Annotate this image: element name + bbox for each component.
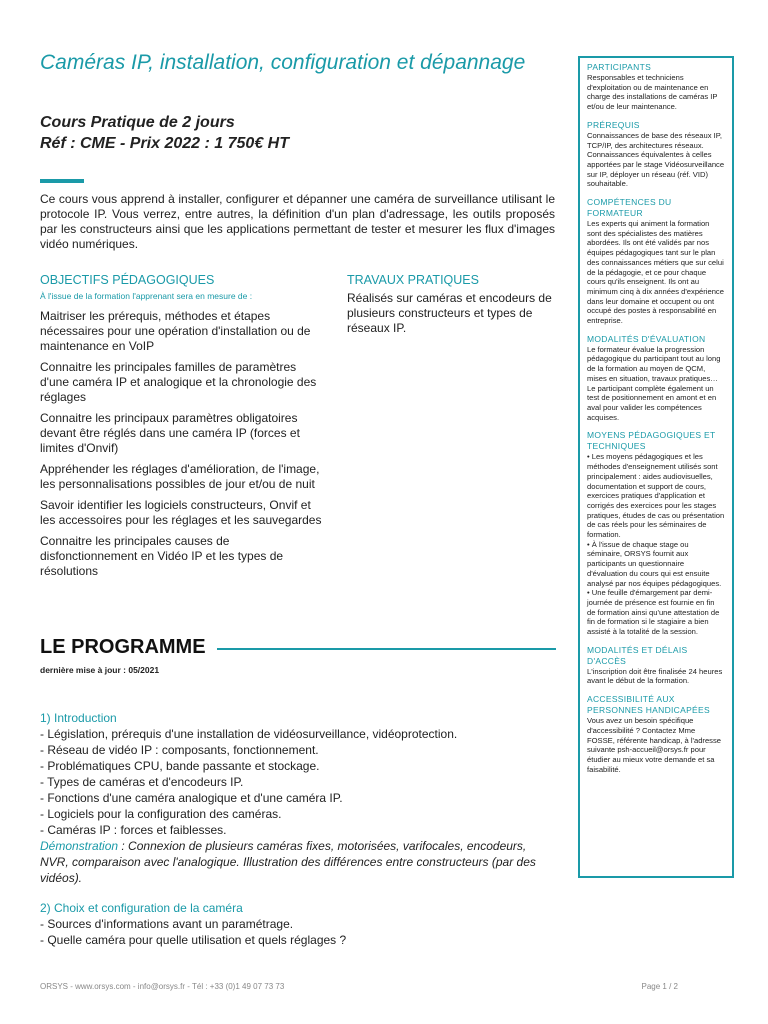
module-line: - Logiciels pour la configuration des caméras.: [40, 807, 282, 821]
objective-item: Maitriser les prérequis, méthodes et étapes nécessaires pour une opération d'installation ou de maintenance en VoIP: [40, 309, 311, 353]
objectives-subheading: À l'issue de la formation l'apprenant sera en mesure de :: [40, 291, 253, 301]
objectives-section: [40, 273, 325, 585]
programme-body: [40, 710, 555, 948]
objective-item: Appréhender les réglages d'amélioration, de l'image, les personnalisations possibles de jour et/ou de nuit: [40, 462, 320, 491]
sidebar-heading-means: MOYENS PÉDAGOGIQUES ET TECHNIQUES: [587, 430, 716, 452]
course-subtitle: [40, 112, 289, 154]
objective-item: Connaitre les principales familles de paramètres d'une caméra IP et analogique et la chronologie des réglages: [40, 360, 317, 404]
programme-divider: [217, 648, 556, 650]
objective-item: Connaitre les principales causes de disfonctionnement en Vidéo IP et les types de résolutions: [40, 534, 284, 578]
course-intro: Ce cours vous apprend à installer, configurer et dépanner une caméra de surveillance utilisant le protocole IP. Vous verrez, entre autres, la définition d'un plan d'adressage, les outils proposés par les constructeurs ainsi que les applications permettant de tester et mesurer les flux d'images vidéo numériques.: [40, 192, 555, 251]
sidebar-text-evaluation: Le formateur évalue la progression pédagogique du participant tout au long de la formation au moyen de QCM, mises en situation, travaux pratiques… Le participant complète également un test de positionnement en amont et en aval pour valider les compétences acquises.: [587, 344, 721, 422]
course-duration: Cours Pratique de 2 jours: [40, 114, 235, 131]
programme-header: [40, 636, 556, 662]
module-line: - Fonctions d'une caméra analogique et d'une caméra IP.: [40, 791, 343, 805]
course-title: Caméras IP, installation, configuration et dépannage: [40, 51, 526, 74]
objectives-heading: OBJECTIFS PÉDAGOGIQUES: [40, 273, 215, 287]
practical-section: [347, 273, 562, 336]
practical-text: Réalisés sur caméras et encodeurs de plusieurs constructeurs et types de réseaux IP.: [347, 291, 552, 335]
sidebar-heading-access: MODALITÉS ET DÉLAIS D'ACCÈS: [587, 644, 688, 666]
module-title: 2) Choix et configuration de la caméra: [40, 901, 243, 915]
objective-item: Connaitre les principaux paramètres obligatoires devant être réglés dans une caméra IP (forces et limites d'Onvif): [40, 411, 300, 455]
sidebar-text-access: L'inscription doit être finalisée 24 heures avant le début de la formation.: [587, 666, 723, 686]
course-ref-price: Réf : CME - Prix 2022 : 1 750€ HT: [40, 135, 289, 152]
demonstration-text: : Connexion de plusieurs caméras fixes, motorisées, varifocales, encodeurs, NVR, comparaison avec l'analogique. Illustration des différences entre constructeurs (par des vidéos).: [40, 839, 536, 885]
sidebar-text-trainer: Les experts qui animent la formation sont des spécialistes des matières abordées. Ils ont été validés par nos équipes pédagogiques tant sur le plan des connaissances métiers que sur celui de la pédagogie, et ce pour chaque cours qu'ils enseignent. Ils ont au minimum cinq à dix années d'expérience dans leur domaine et occupent ou ont occupé des postes à responsabilité en entreprise.: [587, 219, 724, 326]
practical-heading: TRAVAUX PRATIQUES: [347, 273, 479, 287]
sidebar-heading-accessibility: ACCESSIBILITÉ AUX PERSONNES HANDICAPÉES: [587, 694, 710, 716]
sidebar-text-participants: Responsables et techniciens d'exploitation ou de maintenance en charge des installations de caméras IP et/ou de leur maintenance.: [587, 73, 718, 112]
module-line: - Problématiques CPU, bande passante et stockage.: [40, 759, 320, 773]
page-number: Page 1 / 2: [641, 982, 678, 991]
sidebar-text-means: • Les moyens pédagogiques et les méthodes d'enseignement utilisés sont principalement : aides audiovisuelles, documentation et support de cours, exercices pratiques d'application et corrigés des exercices pour les stages pratiques, études de cas ou présentation de cas réels pour les séminaires de formation. • À l'issue de chaque stage ou séminaire, ORSYS fournit aux participants un questionnaire d'évaluation du cours qui est ensuite analysé par nos équipes pédagogiques. • Une feuille d'émargement par demi-journée de présence est fournie en fin de formation ainsi qu'une attestation de fin de formation si le stagiaire a bien assisté à la totalité de la session.: [587, 452, 725, 637]
module-line: - Réseau de vidéo IP : composants, fonctionnement.: [40, 743, 319, 757]
module-demonstration: [40, 838, 555, 886]
module-line: - Quelle caméra pour quelle utilisation et quels réglages ?: [40, 933, 347, 947]
demonstration-label: Démonstration: [40, 839, 119, 853]
footer-contact: ORSYS - www.orsys.com - info@orsys.fr - Tél : +33 (0)1 49 07 73 73: [40, 982, 285, 991]
accent-bar: [40, 179, 84, 183]
info-sidebar: [578, 56, 734, 878]
sidebar-text-accessibility: Vous avez un besoin spécifique d'accessibilité ? Contactez Mme FOSSE, référente handicap, à l'adresse suivante psh-accueil@orsys.fr pour étudier au mieux votre demande et sa faisabilité.: [587, 716, 721, 774]
module-line: - Caméras IP : forces et faiblesses.: [40, 823, 227, 837]
sidebar-heading-participants: PARTICIPANTS: [587, 62, 652, 72]
module-line: - Sources d'informations avant un paramétrage.: [40, 917, 294, 931]
module-title: 1) Introduction: [40, 711, 117, 725]
programme-heading: LE PROGRAMME: [40, 636, 206, 658]
objective-item: Savoir identifier les logiciels constructeurs, Onvif et les accessoires pour les réglages et les sauvegardes: [40, 498, 322, 527]
module-line: - Types de caméras et d'encodeurs IP.: [40, 775, 244, 789]
sidebar-heading-prerequisites: PRÉREQUIS: [587, 119, 640, 130]
sidebar-heading-trainer: COMPÉTENCES DU FORMATEUR: [587, 197, 672, 219]
sidebar-text-prerequisites: Connaissances de base des réseaux IP, TCP/IP, des architectures réseaux. Connaissances équivalentes à celles apportées par le stage Vidéosurveillance sur IP, déployer un réseau (réf. VID) souhaitable.: [587, 130, 725, 189]
programme-updated: dernière mise à jour : 05/2021: [40, 665, 160, 675]
module-line: - Législation, prérequis d'une installation de vidéosurveillance, vidéoprotection.: [40, 727, 458, 741]
sidebar-heading-evaluation: MODALITÉS D'ÉVALUATION: [587, 333, 706, 344]
